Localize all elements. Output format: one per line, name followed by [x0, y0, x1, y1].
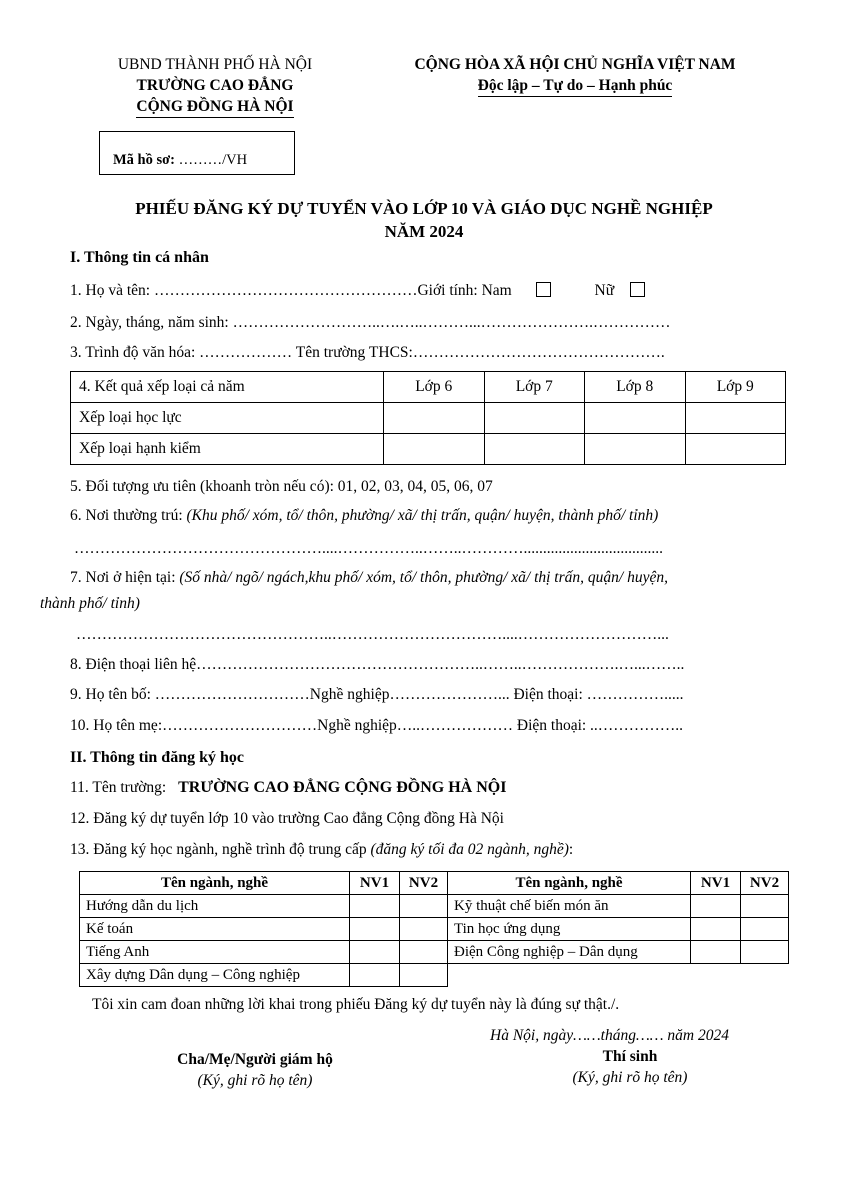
- grade-8-header: Lớp 8: [585, 372, 686, 403]
- file-code-value[interactable]: ………/VH: [175, 152, 248, 168]
- major-name: Xây dựng Dân dụng – Công nghiệp: [80, 964, 350, 987]
- col-major-name: Tên ngành, nghề: [80, 872, 350, 895]
- nv2-cell[interactable]: [741, 895, 789, 918]
- field-school-name: [70, 779, 506, 797]
- candidate-signature-block: [500, 1046, 760, 1088]
- current-address-dots[interactable]: …………………………………………..……………………………....………………………...: [76, 626, 669, 643]
- grade-6-header: Lớp 6: [384, 372, 485, 403]
- section-personal-info: I. Thông tin cá nhân: [70, 249, 209, 266]
- nv2-cell[interactable]: [400, 964, 448, 987]
- field-full-name-label: 1. Họ và tên: ……………………………………………Giới tính: Nam: [70, 282, 512, 299]
- col-nv2: NV2: [741, 872, 789, 895]
- conduct-rank-cell[interactable]: [484, 434, 585, 465]
- conduct-rank-cell[interactable]: [585, 434, 686, 465]
- majors-table: [79, 871, 789, 987]
- academic-rank-cell[interactable]: [585, 403, 686, 434]
- table-row: [80, 895, 789, 918]
- nv2-cell[interactable]: [400, 895, 448, 918]
- current-address-label: 7. Nơi ở hiện tại:: [70, 569, 180, 586]
- parent-signature-title: Cha/Mẹ/Người giám hộ: [177, 1051, 333, 1068]
- field-permanent-address: [70, 507, 658, 525]
- nv2-cell[interactable]: [400, 918, 448, 941]
- conduct-rank-cell[interactable]: [685, 434, 786, 465]
- school-name-value: TRƯỜNG CAO ĐẲNG CỘNG ĐỒNG HÀ NỘI: [178, 779, 507, 796]
- gender-female-checkbox[interactable]: [630, 282, 645, 297]
- major-name: Điện Công nghiệp – Dân dụng: [448, 941, 691, 964]
- col-nv1: NV1: [691, 872, 741, 895]
- nv1-cell[interactable]: [350, 918, 400, 941]
- field-major-registration: [70, 841, 573, 859]
- date-line[interactable]: Hà Nội, ngày……tháng…… năm 2024: [490, 1027, 729, 1044]
- field-full-name: [70, 282, 645, 300]
- table-row: [80, 964, 789, 987]
- field-enroll-grade10: 12. Đăng ký dự tuyển lớp 10 vào trường Cao đẳng Cộng đồng Hà Nội: [70, 810, 504, 827]
- major-registration-label: 13. Đăng ký học ngành, nghề trình độ trung cấp: [70, 841, 371, 858]
- nv1-cell[interactable]: [691, 895, 741, 918]
- form-title-line-1: PHIẾU ĐĂNG KÝ DỰ TUYỂN VÀO LỚP 10 VÀ GIÁO DỤC NGHỀ NGHIỆP: [135, 199, 713, 218]
- academic-rank-label: Xếp loại học lực: [71, 403, 384, 434]
- table-row: [80, 872, 789, 895]
- empty-cell: [691, 964, 741, 987]
- org-line-2: TRƯỜNG CAO ĐẲNG: [136, 77, 294, 94]
- col-major-name: Tên ngành, nghề: [448, 872, 691, 895]
- major-name: Tiếng Anh: [80, 941, 350, 964]
- nv2-cell[interactable]: [741, 941, 789, 964]
- form-title-line-2: NĂM 2024: [384, 222, 464, 241]
- academic-rank-cell[interactable]: [484, 403, 585, 434]
- candidate-signature-note: (Ký, ghi rõ họ tên): [572, 1069, 688, 1086]
- empty-cell: [741, 964, 789, 987]
- major-name: Tin học ứng dụng: [448, 918, 691, 941]
- nv1-cell[interactable]: [691, 941, 741, 964]
- school-name-label: 11. Tên trường:: [70, 779, 167, 796]
- field-father[interactable]: 9. Họ tên bố: …………………………Nghề nghiệp…………………... Điện thoại: …………….....: [70, 686, 684, 703]
- issuer-block: [95, 54, 335, 118]
- org-line-3: CỘNG ĐỒNG HÀ NỘI: [136, 96, 293, 118]
- grades-table: [70, 371, 786, 465]
- pledge-statement: Tôi xin cam đoan những lời khai trong phiếu Đăng ký dự tuyển này là đúng sự thật./.: [92, 996, 620, 1013]
- field-phone[interactable]: 8. Điện thoại liên hệ………………………………………………..……..……………….…...……..: [70, 656, 685, 673]
- academic-rank-cell[interactable]: [685, 403, 786, 434]
- current-address-hint-2: thành phố/ tỉnh): [40, 595, 140, 612]
- candidate-signature-title: Thí sinh: [602, 1048, 658, 1065]
- table-row: [71, 434, 786, 465]
- conduct-rank-cell[interactable]: [384, 434, 485, 465]
- nv1-cell[interactable]: [691, 918, 741, 941]
- grade-9-header: Lớp 9: [685, 372, 786, 403]
- major-registration-colon: :: [568, 841, 574, 858]
- major-name: Hướng dẫn du lịch: [80, 895, 350, 918]
- academic-rank-cell[interactable]: [384, 403, 485, 434]
- conduct-rank-label: Xếp loại hạnh kiểm: [71, 434, 384, 465]
- table-row: [71, 372, 786, 403]
- field-current-address: [70, 569, 668, 587]
- national-header: [380, 54, 770, 97]
- motto: Độc lập – Tự do – Hạnh phúc: [478, 75, 673, 97]
- major-name: Kỹ thuật chế biến món ăn: [448, 895, 691, 918]
- field-priority-group[interactable]: 5. Đối tượng ưu tiên (khoanh tròn nếu có): 01, 02, 03, 04, 05, 06, 07: [70, 478, 493, 495]
- field-mother[interactable]: 10. Họ tên mẹ:…………………………Nghề nghiệp…..……………… Điện thoại: ..……………..: [70, 717, 684, 734]
- table-row: [80, 941, 789, 964]
- org-line-1: UBND THÀNH PHỐ HÀ NỘI: [117, 56, 313, 73]
- nv2-cell[interactable]: [400, 941, 448, 964]
- nv1-cell[interactable]: [350, 941, 400, 964]
- permanent-address-label: 6. Nơi thường trú:: [70, 507, 187, 524]
- file-code-label: Mã hồ sơ:: [113, 152, 176, 168]
- empty-cell: [448, 964, 691, 987]
- current-address-hint: (Số nhà/ ngõ/ ngách,khu phố/ xóm, tổ/ thôn, phường/ xã/ thị trấn, quận/ huyện,: [179, 569, 668, 586]
- grades-header-label: 4. Kết quả xếp loại cả năm: [71, 372, 384, 403]
- col-nv1: NV1: [350, 872, 400, 895]
- table-row: [71, 403, 786, 434]
- col-nv2: NV2: [400, 872, 448, 895]
- section-registration-info: II. Thông tin đăng ký học: [70, 749, 244, 766]
- permanent-address-hint: (Khu phố/ xóm, tổ/ thôn, phường/ xã/ thị trấn, quận/ huyện, thành phố/ tỉnh): [186, 507, 659, 524]
- nation-name: CỘNG HÒA XÃ HỘI CHỦ NGHĨA VIỆT NAM: [414, 56, 736, 73]
- major-name: Kế toán: [80, 918, 350, 941]
- table-row: [80, 918, 789, 941]
- parent-signature-block: [120, 1049, 390, 1091]
- nv2-cell[interactable]: [741, 918, 789, 941]
- grade-7-header: Lớp 7: [484, 372, 585, 403]
- parent-signature-note: (Ký, ghi rõ họ tên): [197, 1072, 313, 1089]
- permanent-address-dots[interactable]: …………………………………………....……………..……..…………....................................: [74, 540, 663, 557]
- nv1-cell[interactable]: [350, 964, 400, 987]
- gender-male-checkbox[interactable]: [536, 282, 551, 297]
- gender-female-label: Nữ: [594, 282, 615, 299]
- field-dob[interactable]: 2. Ngày, tháng, năm sinh: ………………………..….…..………...………………….……………: [70, 314, 671, 331]
- nv1-cell[interactable]: [350, 895, 400, 918]
- file-code-box: [99, 131, 295, 175]
- major-registration-hint: (đăng ký tối đa 02 ngành, nghề): [370, 841, 569, 858]
- field-education-level[interactable]: 3. Trình độ văn hóa: ……………… Tên trường THCS:………………………………………….: [70, 344, 665, 361]
